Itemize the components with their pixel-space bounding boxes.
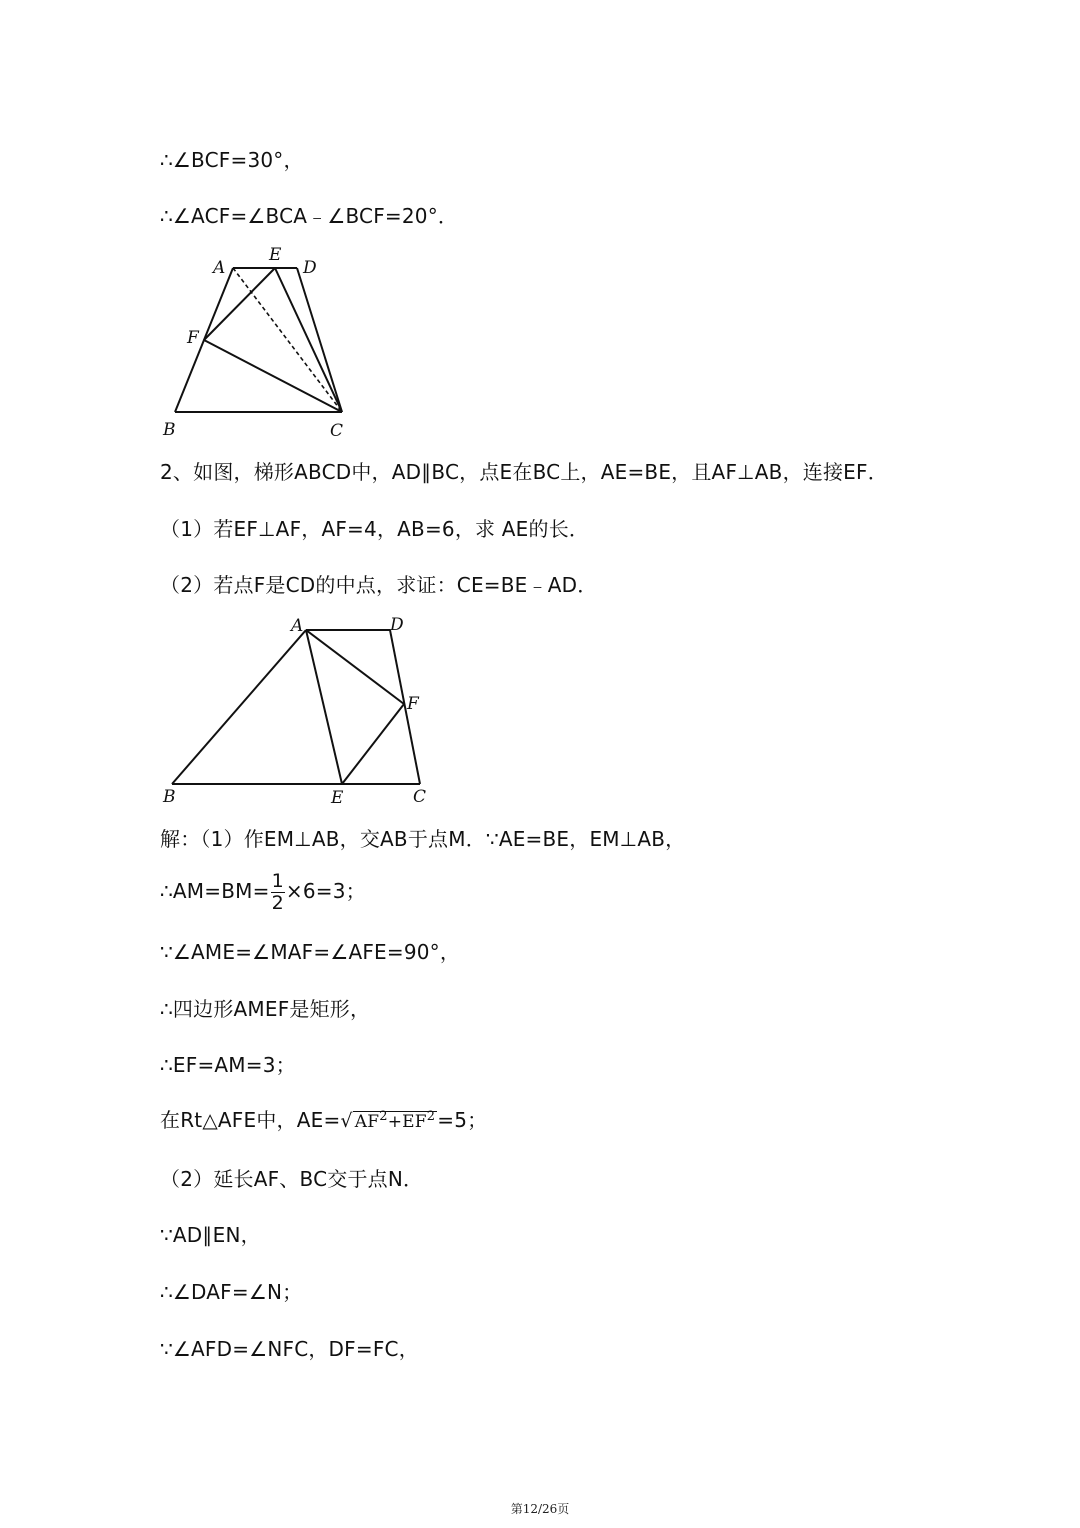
fig1-label-d: D xyxy=(303,258,317,278)
fig2-label-e: E xyxy=(331,788,344,808)
step-6-suffix: =5； xyxy=(437,1108,488,1132)
sqrt-sign-icon: √ xyxy=(340,1110,353,1132)
fig1-label-a: A xyxy=(213,258,226,278)
solution-step-4: ∴四边形AMEF是矩形， xyxy=(160,997,371,1021)
solution-step-8: ∵AD∥EN， xyxy=(160,1223,261,1247)
fig1-label-b: B xyxy=(163,420,176,440)
solution-step-10: ∵∠AFD=∠NFC，DF=FC， xyxy=(160,1337,419,1361)
solution-step-5: ∴EF=AM=3； xyxy=(160,1053,296,1077)
fraction-denominator: 2 xyxy=(271,892,284,914)
fig2-label-d: D xyxy=(390,615,404,635)
fig1-label-e: E xyxy=(269,245,282,265)
solution-step-6 xyxy=(160,1110,487,1131)
text-line-bcf: ∴∠BCF=30°， xyxy=(160,148,304,172)
fig2-label-a: A xyxy=(291,616,304,636)
fig2-label-f: F xyxy=(407,694,419,714)
fig1-label-f: F xyxy=(187,328,199,348)
fig1-label-c: C xyxy=(330,421,344,441)
question-2-text: 2、如图，梯形ABCD中，AD∥BC，点E在BC上，AE=BE，且AF⊥AB，连接EF． xyxy=(160,460,888,484)
solution-step-9: ∴∠DAF=∠N； xyxy=(160,1280,303,1304)
fig2-segment-ab xyxy=(172,630,306,784)
solution-step-3: ∵∠AME=∠MAF=∠AFE=90°， xyxy=(160,940,461,964)
fig2-label-c: C xyxy=(413,787,427,807)
radicand-af: AF xyxy=(354,1112,380,1132)
radicand-plus: + xyxy=(387,1112,403,1132)
page-number: 第12/26页 xyxy=(510,1502,570,1516)
fig2-segment-fe xyxy=(342,704,404,784)
step-2-suffix: ×6=3； xyxy=(285,879,366,903)
solution-step-7: （2）延长AF、BC交于点N． xyxy=(160,1167,424,1191)
question-2-part-2: （2）若点F是CD的中点，求证：CE=BE﹣AD． xyxy=(160,573,598,597)
solution-step-2 xyxy=(160,872,366,913)
radicand-ef: EF xyxy=(402,1112,427,1132)
sqrt-radicand xyxy=(353,1111,438,1132)
fraction-numerator: 1 xyxy=(271,870,284,892)
solution-step-1: 解：（1）作EM⊥AB，交AB于点M．∵AE=BE，EM⊥AB， xyxy=(160,827,686,851)
text-line-acf: ∴∠ACF=∠BCA﹣∠BCF=20°． xyxy=(160,204,459,228)
question-2-part-1: （1）若EF⊥AF，AF=4，AB=6，求 AE的长． xyxy=(160,517,590,541)
step-6-prefix: 在Rt△AFE中，AE= xyxy=(160,1108,341,1132)
fig2-label-b: B xyxy=(163,787,176,807)
exponent-af: 2 xyxy=(379,1109,388,1124)
fraction-one-half xyxy=(271,872,285,913)
step-2-prefix: ∴AM=BM= xyxy=(160,879,270,903)
exponent-ef: 2 xyxy=(426,1109,436,1124)
